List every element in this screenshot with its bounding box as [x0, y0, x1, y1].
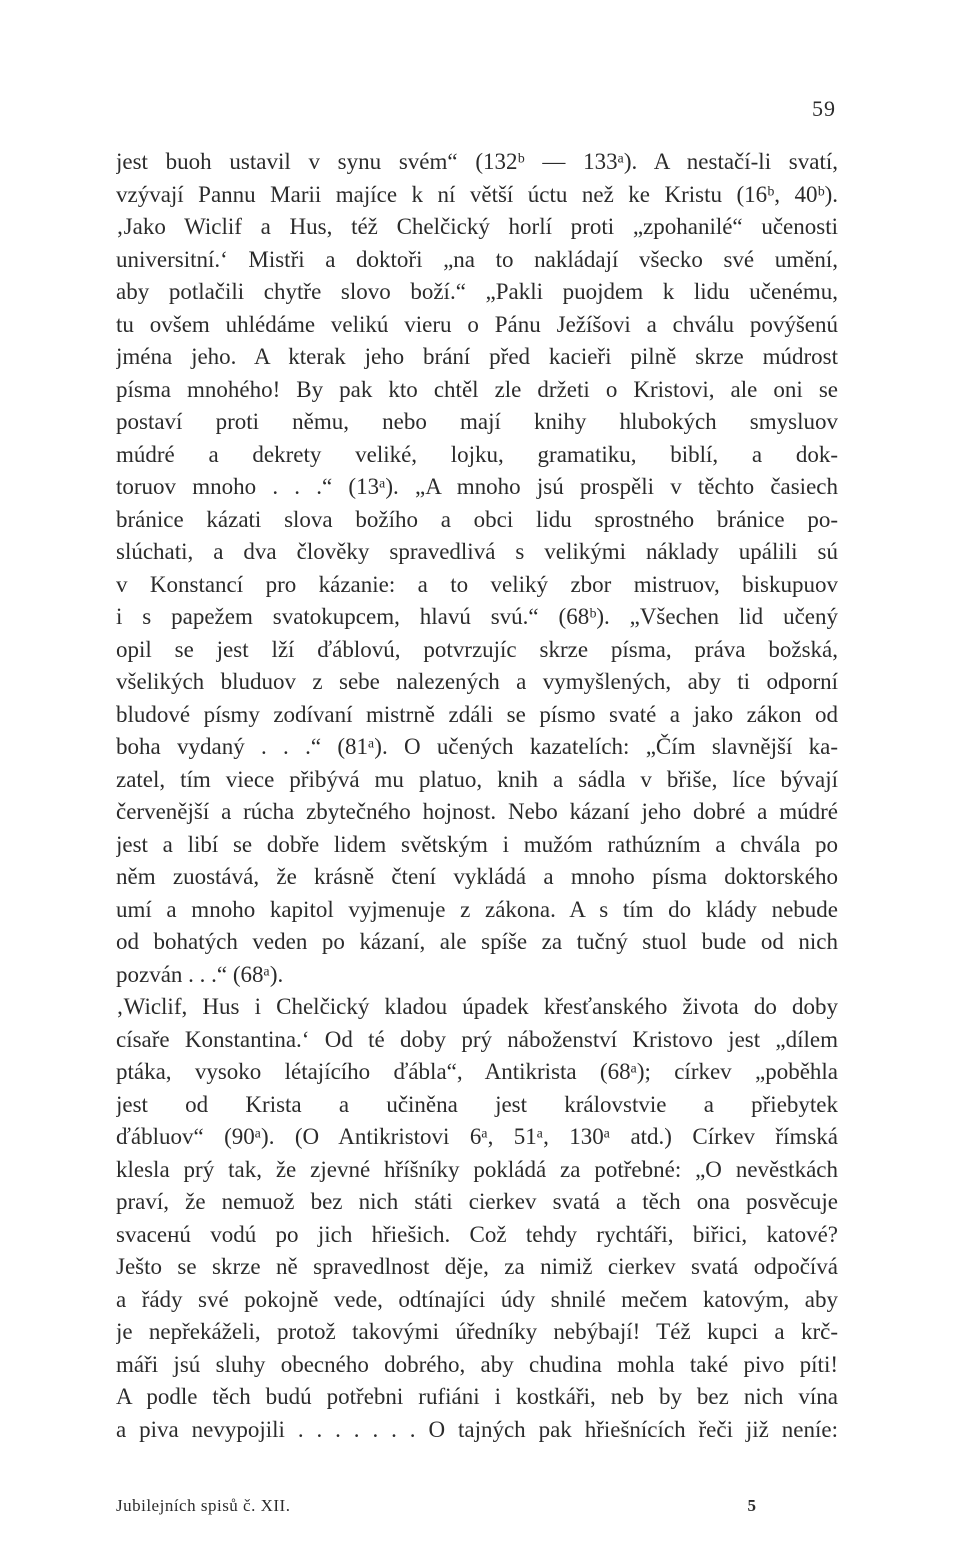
text-line: něm zuostává, že krásně čtení vykládá a mnoho písma doktorského [116, 864, 838, 889]
text-line: jest a libí se dobře lidem světským i mužóm rathúzním a chvála po [116, 831, 838, 857]
signature-mark: 5 [747, 1496, 756, 1515]
text-line: a řády své pokojně vede, odtínajíci údy shnilé mečem katovým, aby [116, 1286, 838, 1312]
text-line: múdré a dekrety veliké, lojku, gramatiku, biblí, a dok- [116, 441, 838, 467]
body-text [116, 146, 838, 1446]
text-line: postaví proti němu, nebo mají knihy hlubokých smysluov [116, 409, 838, 434]
text-line: toruov mnoho . . .“ (13ᵃ). „A mnoho jsú prospěli v těchto časiech [116, 474, 838, 499]
text-line: svaceнú vodú po jich hřiešich. Což tehdy rychtáři, biřici, katové? [116, 1221, 838, 1247]
text-line: máři jsú sluhy obecného dobrého, aby chudina mohla také pivo píti! [116, 1351, 838, 1377]
text-line: ďábluov“ (90ᵃ). (O Antikristovi 6ᵃ, 51ᵃ, 130ᵃ atd.) Církev římská [116, 1124, 838, 1149]
text-line: umí a mnoho kapitol vyjmenuje z zákona. A s tím do klády nebude [116, 896, 838, 922]
text-line: bránice kázati slova božího a obci lidu sprostného bránice po- [116, 506, 838, 532]
text-line: aby potlačili chytře slovo boží.“ „Pakli puojdem k lidu učenému, [116, 279, 838, 304]
text-line: je nepřekáželi, protož takovými úředníky nebýbají! Též kupci a krč- [116, 1319, 838, 1344]
text-line: všelikých bluduov z sebe nalezených a vymyšlených, aby ti odporní [116, 669, 838, 694]
text-line: klesla prý tak, že zjevné hříšníky pokládá za potřebné: „O nevěstkách [116, 1156, 838, 1182]
text-line: ‚Jako Wiclif a Hus, též Chelčický horlí proti „zpohanilé“ učenosti [116, 214, 838, 239]
text-line: červenější a rúcha zbytečného hojnost. Nebo kázaní jeho dobré a múdré [116, 799, 838, 824]
text-line: a piva nevypojili . . . . . . . O tajných pak hřiešnících řeči již neníe: [116, 1416, 838, 1442]
text-line: jména jeho. A kterak jeho brání před kacieři pilně skrze múdrost [116, 344, 838, 369]
text-line: A podle těch budú potřebni rufiáni i kostkáři, neb by bez nich vína [116, 1384, 838, 1409]
text-line: v Konstancí pro kázanie: a to veliký zbor mistruov, biskupuov [116, 571, 838, 597]
text-line: slúchati, a dva člověky spravedlivá s velikými náklady upálili sú [116, 539, 838, 564]
text-line: tu ovšem uhlédáme velikú vieru o Pánu Ježíšovi a chválu povýšenú [116, 311, 838, 337]
text-line: Ješto se skrze ně spravedlnost děje, za nimiž cierkev svatá odpočívá [116, 1254, 838, 1279]
text-line: ‚Wiclif, Hus i Chelčický kladou úpadek křesťanského života do doby [116, 994, 838, 1019]
text-line: opil se jest lží ďáblovú, potvrzujíc skrze písma, práva božská, [116, 636, 838, 662]
footer-series-label: Jubilejních spisů č. XII. [116, 1496, 291, 1515]
text-line: písma mnohého! By pak kto chtěl zle držeti o Kristovi, ale oni se [116, 376, 838, 402]
text-line: jest od Krista a učiněna jest královstvie a přiebytek [116, 1091, 838, 1117]
text-line: praví, že nemuož bez nich státi cierkev svatá a těch ona posvěcuje [116, 1189, 838, 1214]
text-line: bludové písmy zodívaní mistrně zdáli se písmo svaté a jako zákon od [116, 701, 838, 727]
text-line: i s papežem svatokupcem, hlavú svú.“ (68ᵇ). „Všechen lid učený [116, 604, 838, 629]
page-number: 59 [812, 96, 836, 121]
text-line: zatel, tím viece přibývá mu platuo, knih a sádla v břiše, líce bývají [116, 766, 838, 792]
text-line: universitní.‘ Mistři a doktoři „na to nakládají všecko své umění, [116, 246, 838, 272]
text-line: boha vydaný . . .“ (81ᵃ). O učených kazatelích: „Čím slavnější ka- [116, 734, 838, 759]
text-line: císaře Konstantina.‘ Od té doby prý náboženství Kristovo jest „dílem [116, 1026, 838, 1052]
text-line: ptáka, vysoko létajícího ďábla“, Antikrista (68ᵃ); církev „poběhla [116, 1059, 838, 1084]
text-line: vzývají Pannu Marii majíce k ní větší úctu než ke Kristu (16ᵇ, 40ᵇ). [116, 181, 838, 207]
text-line: jest buoh ustavil v synu svém“ (132ᵇ — 133ᵃ). A nestačí-li svatí, [116, 149, 838, 174]
text-line: pozván . . .“ (68ᵃ). [116, 961, 284, 987]
footer [116, 1496, 756, 1522]
text-line: od bohatých veden po kázaní, ale spíše za tučný stuol bude od nich [116, 929, 838, 954]
